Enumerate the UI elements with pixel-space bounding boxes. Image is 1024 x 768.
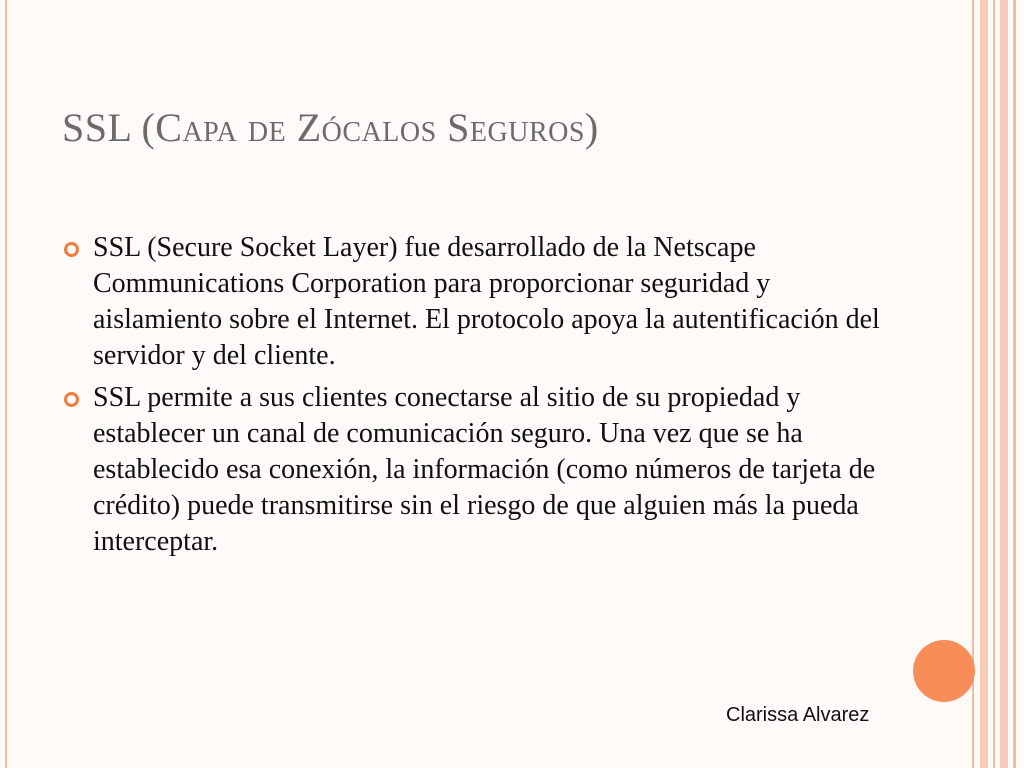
right-stripe [1013,0,1016,768]
bullet-text: SSL permite a sus clientes conectarse al sitio de su propiedad y establecer un canal de comunicación seguro. Una vez que se ha establecido esa conexión, la información (como números de tarjeta de crédito) puede transmitirse sin el riesgo de que alguien más la pueda interceptar. [93,382,876,557]
right-stripe [993,0,995,768]
bullet-text: SSL (Secure Socket Layer) fue desarrollado de la Netscape Communications Corporation para proporcionar seguridad y aislamiento sobre el Internet. El protocolo apoya la autentificación del servidor y del cliente. [93,232,880,371]
left-frame-line [5,0,7,768]
title-smallcaps: Capa de Zócalos Seguros [155,105,585,150]
right-stripe [980,0,988,768]
bullet-item [64,230,884,374]
title-prefix: SSL ( [62,105,156,150]
title-suffix: ) [584,105,599,150]
right-stripe [1000,0,1008,768]
circle-bullet-icon [64,242,79,257]
right-stripe [972,0,974,768]
bullet-item [64,380,884,560]
decorative-circle [913,640,975,702]
slide-title [62,104,599,151]
circle-bullet-icon [64,392,79,407]
bullet-list [64,230,884,566]
footer-author: Clarissa Alvarez [726,704,870,726]
